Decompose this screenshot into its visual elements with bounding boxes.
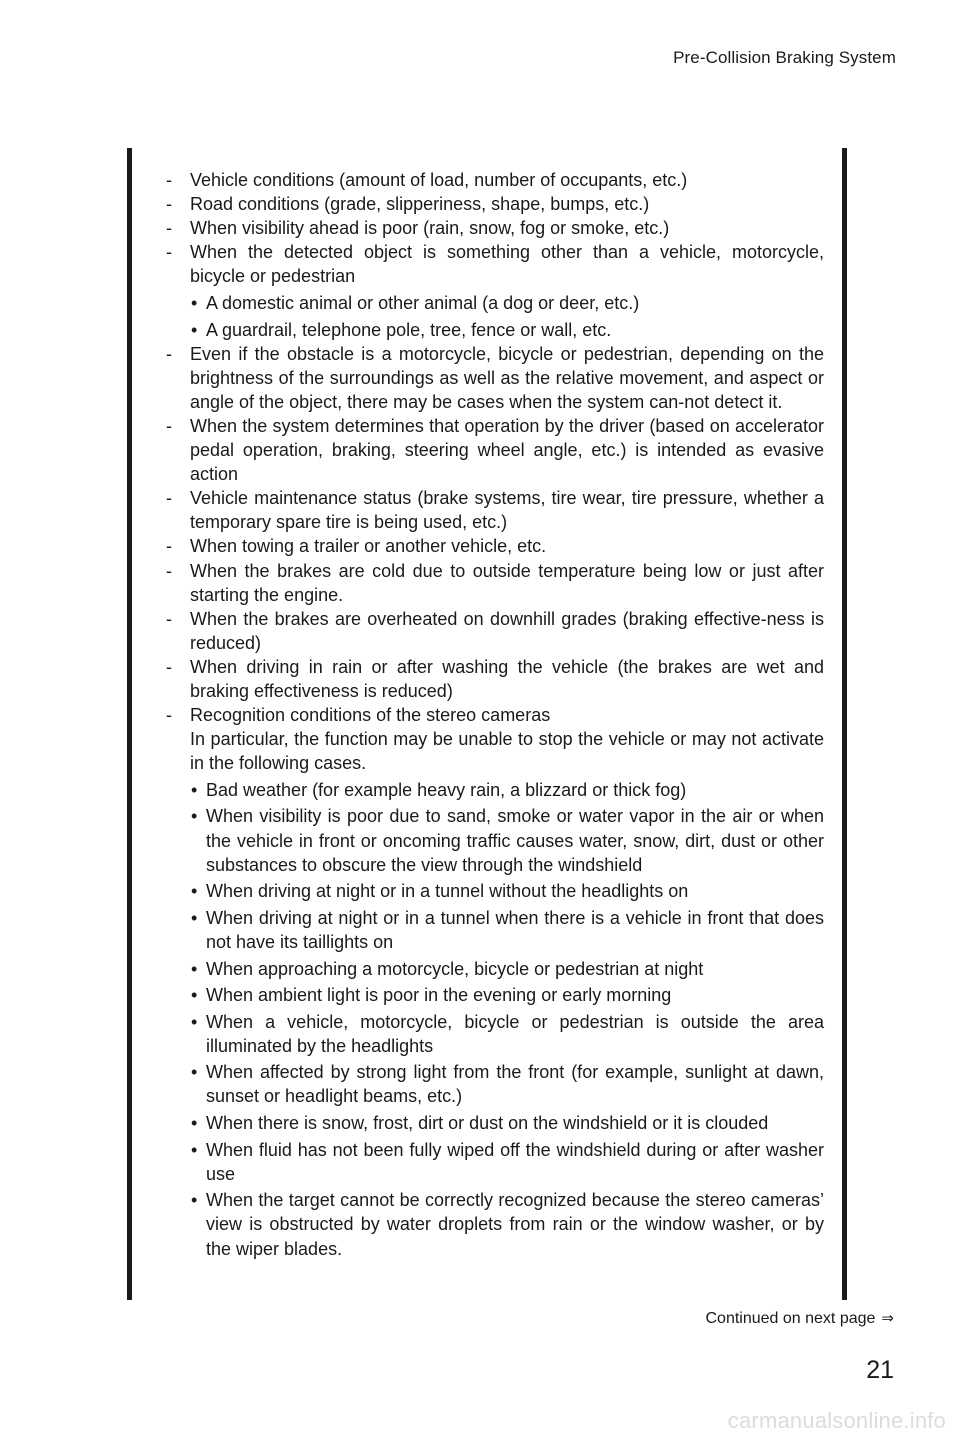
bullet-item — [190, 983, 824, 1007]
list-item — [163, 534, 824, 558]
bullet-text: When there is snow, frost, dirt or dust on the windshield or it is clouded — [206, 1113, 769, 1134]
list-item — [163, 703, 824, 1261]
bullet-dot: • — [191, 907, 198, 928]
list-item-subtext: In particular, the function may be unable to stop the vehicle or may not activate in the following cases. — [190, 729, 824, 774]
bullet-item — [190, 778, 824, 802]
bullet-item — [190, 804, 824, 876]
list-item — [163, 216, 824, 240]
double-arrow-right-icon: ⇒ — [881, 1309, 894, 1327]
notes-list — [163, 168, 824, 1261]
continued-notice — [706, 1309, 895, 1328]
dash-marker: - — [166, 343, 172, 364]
list-item-text: Even if the obstacle is a motorcycle, bicycle or pedestrian, depending on the brightness of the surroundings as well as the relative movement, and aspect or angle of the object, there may be cases when the system can-not detect it. — [190, 343, 824, 412]
bullet-text: When affected by strong light from the front (for example, sunlight at dawn, sunset or headlight beams, etc.) — [206, 1062, 824, 1107]
bullet-text: When fluid has not been fully wiped off the windshield during or after washer use — [206, 1139, 824, 1184]
bullet-text: When a vehicle, motorcycle, bicycle or pedestrian is outside the area illuminated by the headlights — [206, 1011, 824, 1056]
bullet-dot: • — [191, 985, 198, 1006]
list-item-text: Recognition conditions of the stereo cameras — [190, 705, 551, 726]
list-item — [163, 607, 824, 655]
running-header: Pre-Collision Braking System — [673, 48, 896, 67]
dash-marker: - — [166, 705, 172, 726]
dash-marker: - — [166, 218, 172, 239]
bullet-item — [190, 1138, 824, 1186]
bullet-dot: • — [191, 1139, 198, 1160]
page-number: 21 — [866, 1356, 894, 1384]
dash-marker: - — [166, 415, 172, 436]
list-item — [163, 240, 824, 341]
bullet-item — [190, 1010, 824, 1058]
bullet-item — [190, 879, 824, 903]
dash-marker: - — [166, 488, 172, 509]
bullet-dot: • — [191, 292, 198, 313]
dash-marker: - — [166, 170, 172, 190]
list-item-text: When the detected object is something other than a vehicle, motorcycle, bicycle or pedestrian — [190, 242, 824, 287]
bullet-dot: • — [191, 881, 198, 902]
list-item — [163, 559, 824, 607]
bullet-item — [190, 291, 824, 315]
bullet-dot: • — [191, 1011, 198, 1032]
list-item — [163, 342, 824, 414]
bullet-item — [190, 1060, 824, 1108]
bullet-text: A guardrail, telephone pole, tree, fence or wall, etc. — [206, 319, 612, 340]
bullet-item — [190, 318, 824, 342]
list-item-text: Road conditions (grade, slipperiness, shape, bumps, etc.) — [190, 194, 650, 215]
list-item-text: Vehicle maintenance status (brake systems, tire wear, tire pressure, whether a temporary spare tire is being used, etc.) — [190, 488, 824, 533]
list-item — [163, 168, 824, 192]
bullet-dot: • — [191, 806, 198, 827]
continued-label: Continued on next page — [705, 1310, 876, 1327]
bullet-dot: • — [191, 1062, 198, 1083]
bullet-text: When the target cannot be correctly recognized because the stereo cameras’ view is obstructed by water droplets from rain or the window washer, or by the wiper blades. — [206, 1190, 824, 1259]
watermark: carmanualsonline.info — [727, 1408, 946, 1433]
list-item-text: Vehicle conditions (amount of load, number of occupants, etc.) — [190, 170, 688, 190]
bullet-dot: • — [191, 779, 198, 800]
bullet-item — [190, 1111, 824, 1135]
dash-marker: - — [166, 656, 172, 677]
bullet-text: When driving at night or in a tunnel without the headlights on — [206, 881, 689, 902]
bullet-dot: • — [191, 1190, 198, 1211]
list-item — [163, 486, 824, 534]
dash-marker: - — [166, 536, 172, 557]
dash-marker: - — [166, 242, 172, 263]
dash-marker: - — [166, 194, 172, 215]
list-item — [163, 414, 824, 486]
list-item-text: When the system determines that operation by the driver (based on accelerator pedal operation, braking, steering wheel angle, etc.) is intended as evasive action — [190, 415, 824, 485]
bullet-text: A domestic animal or other animal (a dog or deer, etc.) — [206, 292, 640, 313]
bullet-dot: • — [191, 319, 198, 340]
bullet-text: When visibility is poor due to sand, smoke or water vapor in the air or when the vehicle in front or oncoming traffic causes water, snow, dirt, dust or other substances to obscure the view through the windshield — [206, 806, 824, 875]
bullet-text: When driving at night or in a tunnel when there is a vehicle in front that does not have its taillights on — [206, 907, 824, 952]
list-item — [163, 192, 824, 216]
bullet-text: Bad weather (for example heavy rain, a blizzard or thick fog) — [206, 779, 687, 800]
dash-marker: - — [166, 608, 172, 629]
list-item — [163, 655, 824, 703]
bullet-item — [190, 957, 824, 981]
bullet-text: When ambient light is poor in the evening or early morning — [206, 985, 672, 1006]
bullet-dot: • — [191, 1113, 198, 1134]
dash-marker: - — [166, 560, 172, 581]
list-item-text: When towing a trailer or another vehicle, etc. — [190, 536, 547, 557]
list-item-text: When the brakes are cold due to outside temperature being low or just after starting the engine. — [190, 560, 824, 605]
bullet-text: When approaching a motorcycle, bicycle or pedestrian at night — [206, 958, 704, 979]
list-item-text: When driving in rain or after washing the vehicle (the brakes are wet and braking effectiveness is reduced) — [190, 656, 824, 701]
list-item-text: When the brakes are overheated on downhill grades (braking effective-ness is reduced) — [190, 608, 824, 653]
bullet-dot: • — [191, 958, 198, 979]
list-item-text: When visibility ahead is poor (rain, snow, fog or smoke, etc.) — [190, 218, 670, 239]
bullet-item — [190, 906, 824, 954]
bullet-item — [190, 1188, 824, 1260]
